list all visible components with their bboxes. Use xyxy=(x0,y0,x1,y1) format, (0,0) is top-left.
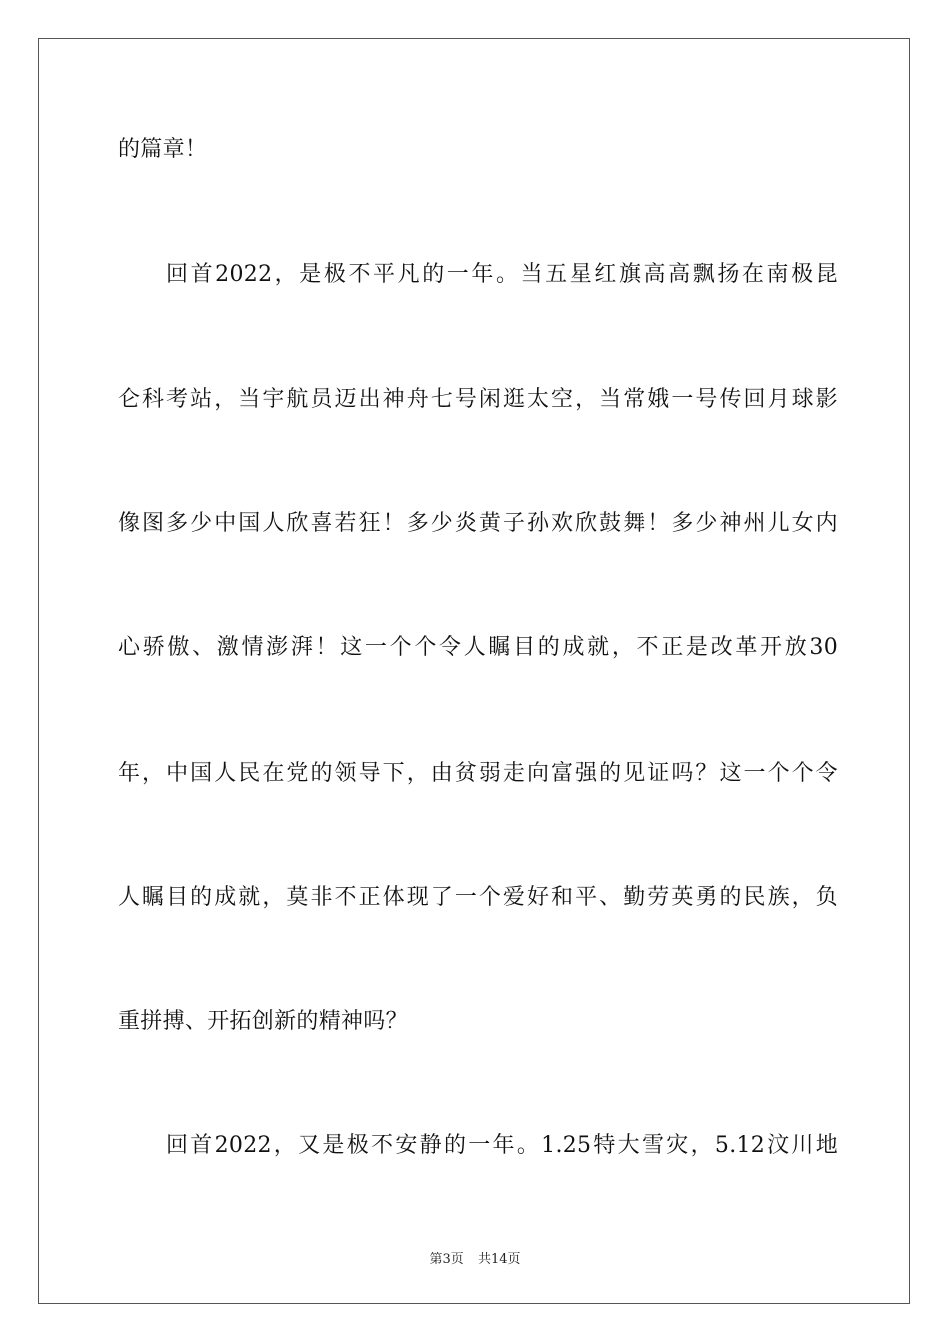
text-line: 年，中国人民在党的领导下，由贫弱走向富强的见证吗？这一个个令 xyxy=(118,761,838,786)
page-number: 第3页 xyxy=(429,1252,464,1267)
text-line: 回首2022，又是极不安静的一年。1.25特大雪灾，5.12汶川地 xyxy=(166,1133,838,1158)
text-line: 像图多少中国人欣喜若狂！多少炎黄子孙欢欣鼓舞！多少神州儿女内 xyxy=(118,511,838,536)
text-line: 心骄傲、激情澎湃！这一个个令人瞩目的成就，不正是改革开放30 xyxy=(118,635,838,660)
text-line: 重拼搏、开拓创新的精神吗？ xyxy=(118,1009,408,1034)
text-line: 人瞩目的成就，莫非不正体现了一个爱好和平、勤劳英勇的民族，负 xyxy=(118,885,838,910)
page-total: 共14页 xyxy=(477,1252,521,1267)
text-line: 的篇章！ xyxy=(118,137,208,162)
text-line: 仑科考站，当宇航员迈出神舟七号闲逛太空，当常娥一号传回月球影 xyxy=(118,387,838,412)
text-line: 回首2022，是极不平凡的一年。当五星红旗高高飘扬在南极昆 xyxy=(166,262,838,287)
page-border xyxy=(38,38,910,1304)
page-footer xyxy=(0,1248,950,1267)
